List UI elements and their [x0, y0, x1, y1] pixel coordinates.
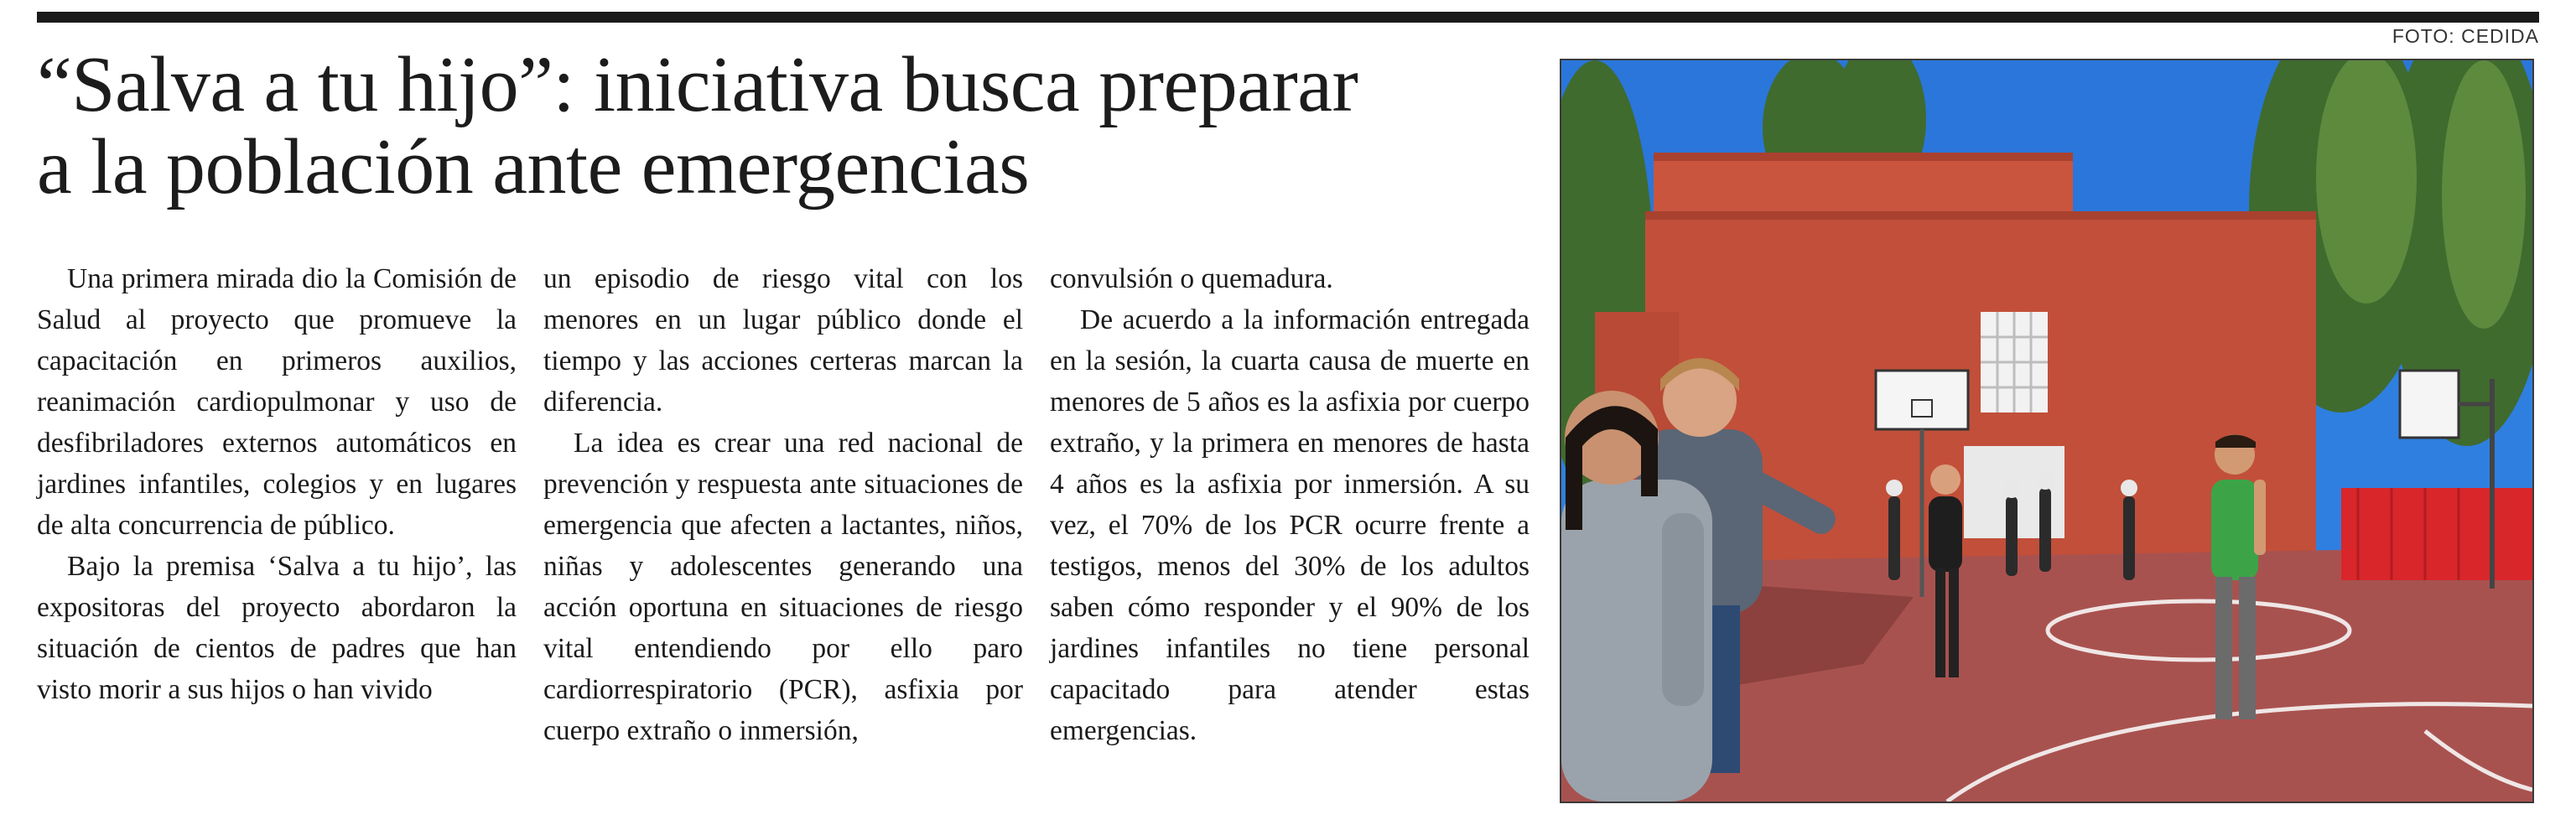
red-fence: [2341, 488, 2532, 580]
paragraph: un episodio de riesgo vital con los menores en un lugar público donde el tiempo y las acciones certeras marcan la diferencia.: [543, 263, 1023, 418]
top-rule: [37, 12, 2539, 23]
headline: [37, 41, 1546, 210]
headline-line-2: a la población ante emergencias: [37, 123, 1030, 210]
article-photo: [1560, 59, 2534, 803]
paragraph: Una primera mirada dio la Comisión de Salud al proyecto que promueve la capacitación en primeros auxilios, reanimación cardiopulmonar y uso de desfibriladores externos automáticos en jardines infantiles, colegios y en lugares de alta concurrencia de público.: [37, 263, 517, 541]
photo-credit: FOTO: CEDIDA: [2392, 25, 2539, 47]
headline-line-1: “Salva a tu hijo”: iniciativa busca preparar: [37, 41, 1358, 128]
article-body: [37, 258, 1530, 812]
paragraph: Bajo la premisa ‘Salva a tu hijo’, las expositoras del proyecto abordaron la situación de cientos de padres que han visto morir a sus hijos o han vivido: [37, 551, 517, 705]
article-column-2: [543, 258, 1023, 751]
article-column-3: [1050, 258, 1530, 751]
schoolyard-photo-illustration: [1561, 60, 2532, 802]
paragraph: convulsión o quemadura.: [1050, 263, 1333, 294]
paragraph: De acuerdo a la información entregada en la sesión, la cuarta causa de muerte en menores de 5 años es la asfixia por cuerpo extraño, y la primera en menores de hasta 4 años es la asfixia por inmersión. A su vez, el 70% de los PCR ocurre frente a testigos, menos del 30% de los adultos saben cómo responder y el 90% de los jardines infantiles no tiene personal capacitado para atender estas emergencias.: [1050, 304, 1530, 746]
article-column-1: [37, 258, 517, 710]
paragraph: La idea es crear una red nacional de prevención y respuesta ante situaciones de emergencia que afecten a lactantes, niños, niñas y adolescentes generando una acción oportuna en situaciones de riesgo vital entendiendo por ello paro cardiorrespiratorio (PCR), asfixia por cuerpo extraño o inmersión,: [543, 428, 1023, 746]
